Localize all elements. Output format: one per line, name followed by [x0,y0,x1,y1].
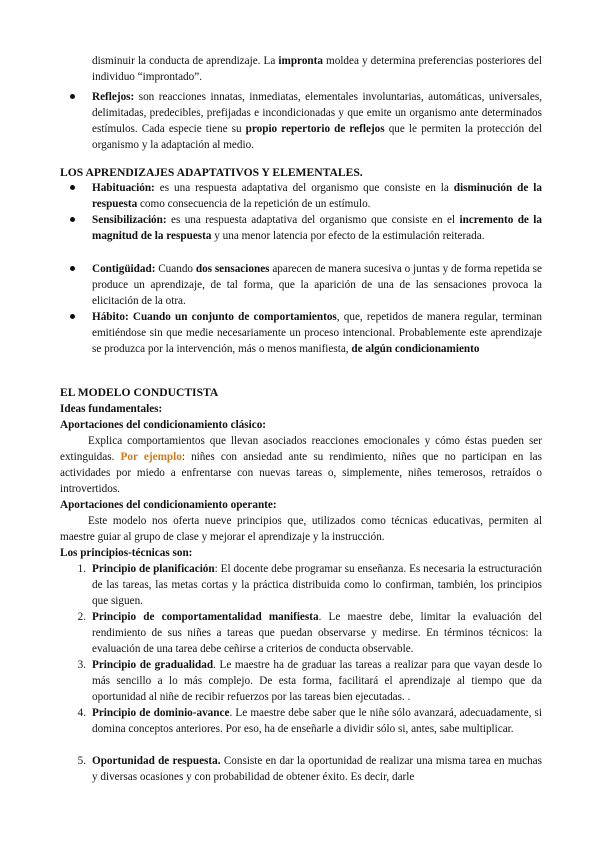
principle-text: . Le maestre debe, limitar la evaluación del rendimiento de sus niñes a tareas que puedan observarse y medirse. En términos técnicos: la evaluación de una tarea debe ceñirse a criterios de conducta observable. [92,611,543,655]
item-bold: disminución de la respuesta [92,182,542,210]
item-bold: dos sensaciones [195,263,270,275]
principle-text: : El docente debe programar su enseñanza. Es necesaria la estructuración de las tareas, las metas cortas y la práctica distribuida como lo confirman, también, los principios que siguen. [92,563,542,607]
principle-term: Principio de gradualidad [92,659,214,671]
item-post: y una menor latencia por efecto de la estimulación reiterada. [211,230,485,242]
para-text-post: : niñes con ansiedad ante su rendimiento, niñes que no participan en las actividades por miedo a enfrentarse con nuevas tareas o, simplemente, niñes temerosos, retraídos o introvertidos. [60,451,542,495]
item-term: Sensibilización: [92,214,167,226]
bullet-icon [70,94,75,99]
reflejos-item [92,89,542,153]
principle-item [77,657,542,705]
intro-text: disminuir la conducta de aprendizaje. La [92,55,279,67]
principle-item [77,705,542,737]
principle-term: Principio de planificación [92,563,215,575]
item-post: como consecuencia de la repetición de un estímulo. [137,198,371,210]
principle-text: Consiste en dar la oportunidad de realizar una misma tarea en muchas y diversas ocasiones y con probabilidad de obtener éxito. Es decir, darle [92,755,543,783]
item-term: Habituación: [92,182,155,194]
item-post: aparecen de manera sucesiva o juntas y de forma repetida se produce un aprendizaje, de tal forma, que la aparición de una de las sensaciones provoca la elicitación de la otra. [92,263,542,307]
reflejos-text: son reacciones innatas, inmediatas, elementales involuntarias, automáticas, universales, delimitadas, predecibles, prefijadas e incondicionadas y que emite un organismo ante determinados estímulos. Cada especie tiene su [92,91,542,135]
item-text: Cuando [155,263,196,275]
item-bold: Cuando un conjunto de comportamientos [132,311,337,323]
principle-text: . Le maestre ha de graduar las tareas a realizar para que vayan desde lo más sencillo a lo más complejo. De esta forma, facilitará el aprendizaje al tiempo que da oportunidad al niñe de recibir refuerzos por las tareas bien ejecutadas. . [92,659,542,703]
item-term: Hábito: [92,311,129,323]
intro-text-post: moldea y determina preferencias posteriores del individuo “improntado”. [92,55,542,83]
operante-heading: Aportaciones del condicionamiento operante: [60,499,277,511]
sensibilizacion-item [92,212,542,244]
bullet-icon [70,314,75,319]
ideas-heading: Ideas fundamentales: [60,403,163,415]
item-text: es una respuesta adaptativa del organismo que consiste en la [154,182,454,194]
principle-item [77,753,543,785]
list-number: 1. [77,563,86,575]
list-number: 2. [77,611,86,623]
item-bold: incremento de la magnitud de la respuesta [92,214,542,242]
habito-item [92,309,542,357]
principle-item [77,609,543,657]
item-post: , que, repetidos de manera regular, terminan emitiéndose sin que medie necesariamente un proceso intencional. Probablemente este aprendizaje se produzca por la intervención, más o menos manifiesta, [92,311,542,355]
para-text: Explica comportamientos que llevan asociados reacciones emocionales y cómo éstas pueden ser extinguidas. [60,435,542,463]
example-highlight: Por ejemplo [120,451,182,463]
principle-text: . Le maestre debe saber que le niñe sólo avanzará, adecuadamente, si domina conceptos anteriores. Por eso, ha de enseñarle a dividir sólo si, antes, sabe multiplicar. [92,707,542,735]
principle-term: Oportunidad de respuesta. [92,755,221,767]
section1-title: LOS APRENDIZAJES ADAPTATIVOS Y ELEMENTALES. [60,166,363,179]
reflejos-post: que le permiten la protección del organismo y la adaptación al medio. [92,123,542,151]
reflejos-bold: propio repertorio de reflejos [245,123,385,135]
contiguidad-item [92,261,542,309]
clasico-heading: Aportaciones del condicionamiento clásico: [60,419,267,431]
habituacion-item [92,180,542,212]
principios-heading: Los principios-técnicas son: [60,547,193,559]
principle-item [77,561,542,609]
item-bold2: de algún condicionamiento [351,343,480,355]
list-number: 4. [77,707,86,719]
principle-term: Principio de dominio-avance [92,707,230,719]
clasico-paragraph [60,433,542,497]
section2-title: EL MODELO CONDUCTISTA [60,386,219,399]
principle-term: Principio de comportamentalidad manifiesta [92,611,319,623]
item-text: es una respuesta adaptativa del organismo que consiste en el [166,214,460,226]
item-term: Contigüidad: [92,263,156,275]
bullet-icon [70,266,75,271]
list-number: 5. [77,755,86,767]
intro-bold: impronta [278,55,323,67]
bullet-icon [70,217,75,222]
operante-paragraph: Este modelo nos oferta nueve principios que, utilizados como técnicas educativas, permiten al maestre guiar al grupo de clase y mejorar el aprendizaje y la instrucción. [60,515,542,543]
bullet-icon [70,185,75,190]
intro-paragraph [92,53,542,85]
reflejos-term: Reflejos: [92,91,135,103]
list-number: 3. [77,659,86,671]
